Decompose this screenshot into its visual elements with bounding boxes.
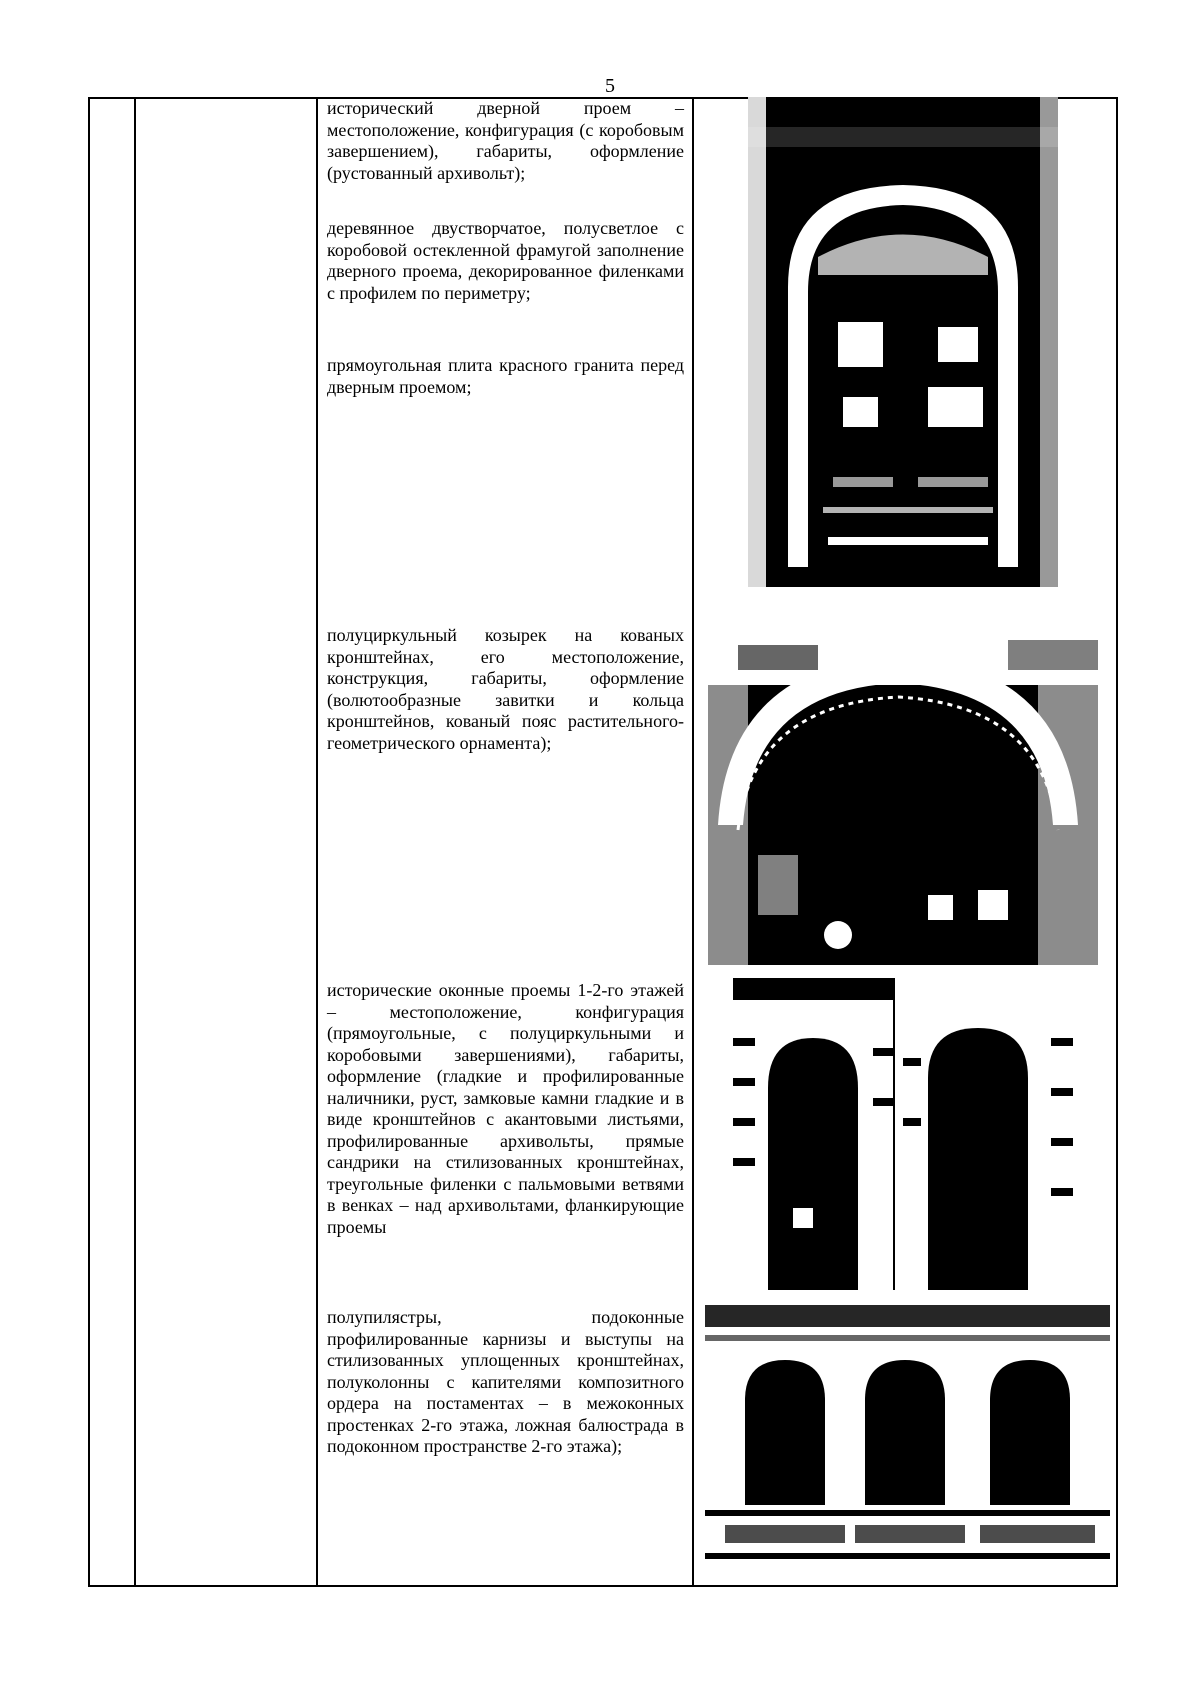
column-divider-1 — [134, 99, 136, 1585]
column-divider-2 — [316, 99, 318, 1585]
page-number: 5 — [605, 75, 615, 97]
item-text-5: исторические оконные проемы 1-2-го этажей – местоположение, конфигурация (прямоугольные, с полуциркульными и коробовыми завершениями), габариты, оформление (гладкие и профилированные наличники, руст, замковые камни гладкие и в виде кронштейнов с акантовыми листьями, профилированные архивольты, прямые сандрики на стилизованных кронштейнах, треугольные филенки с пальмовыми ветвями в венках – над архивольтами, фланкирующие проемы — [327, 980, 684, 1237]
item-text-4: полуциркульный козырек на кованых кронштейнах, его местоположение, конструкция, габариты, оформление (волютообразные завитки и кольца кронштейнов, кованый пояс растительного-геометрического орнамента); — [327, 625, 684, 753]
window-openings-photo — [733, 978, 1073, 1290]
canopy-photo — [708, 625, 1098, 965]
facade-second-floor-photo — [705, 1305, 1110, 1565]
item-text-6: полупилястры, подоконные профилированные карнизы и выступы на стилизованных уплощенных кронштейнах, полуколонны с капителями композитного ордера на постаментах – в межоконных простенках 2-го этажа, ложная балюстрада в подоконном пространстве 2-го этажа); — [327, 1307, 684, 1456]
arched-doorway-photo — [748, 97, 1058, 607]
item-text-1: исторический дверной проем – местоположение, конфигурация (с коробовым завершением), габариты, оформление (рустованный архивольт); — [327, 98, 684, 183]
column-divider-3 — [692, 99, 694, 1585]
item-text-3: прямоугольная плита красного гранита перед дверным проемом; — [327, 355, 684, 397]
item-text-2: деревянное двустворчатое, полусветлое с коробовой остекленной фрамугой заполнение дверного проема, декорированное филенками с профилем по периметру; — [327, 218, 684, 303]
